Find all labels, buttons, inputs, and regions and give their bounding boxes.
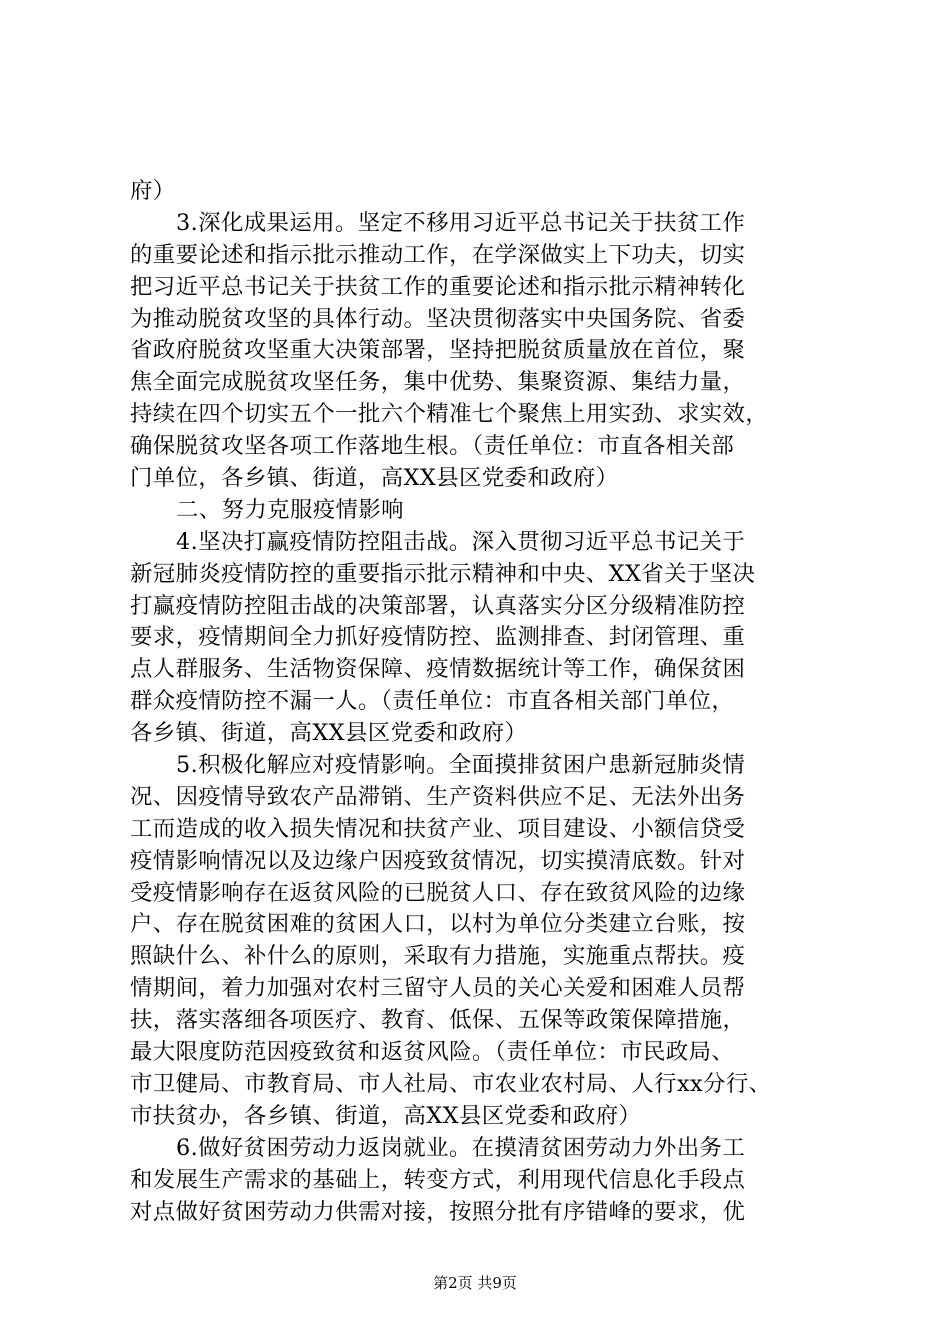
paragraph-heading-4: 4.坚决打赢疫情防控阻击战。深入贯彻习近平总书记关于 [176, 528, 746, 555]
text-line: 疫情影响情况以及边缘户因疫致贫情况，切实摸清底数。针对 [130, 847, 746, 874]
text-line: 门单位，各乡镇、街道，高XX县区党委和政府） [130, 465, 619, 492]
paragraph-heading-5: 5.积极化解应对疫情影响。全面摸排贫困户患新冠肺炎情 [176, 752, 746, 779]
document-body [130, 176, 830, 1228]
text-line: 打赢疫情防控阻击战的决策部署，认真落实分区分级精准防控 [130, 592, 746, 619]
text-line: 各乡镇、街道，高XX县区党委和政府） [130, 720, 528, 747]
text-line: 焦全面完成脱贫攻坚任务，集中优势、集聚资源、集结力量， [130, 369, 746, 396]
text-line: 扶，落实落细各项医疗、教育、低保、五保等政策保障措施， [130, 1007, 746, 1034]
text-line: 市扶贫办，各乡镇、街道，高XX县区党委和政府） [130, 1102, 642, 1129]
text-line: 照缺什么、补什么的原则，采取有力措施，实施重点帮扶。疫 [130, 943, 746, 970]
page-number-footer: 第2页 共9页 [433, 1274, 517, 1292]
text-line: 况、因疫情导致农产品滞销、生产资料供应不足、无法外出务 [130, 783, 746, 810]
text-line: 府） [130, 178, 176, 204]
text-line: 新冠肺炎疫情防控的重要指示批示精神和中央、XX省关于坚决 [130, 560, 756, 587]
text-line: 市卫健局、市教育局、市人社局、市农业农村局、人行xx分行、 [130, 1070, 772, 1097]
text-line: 最大限度防范因疫致贫和返贫风险。（责任单位：市民政局、 [130, 1039, 735, 1066]
text-line: 和发展生产需求的基础上，转变方式，利用现代信息化手段点 [130, 1166, 746, 1193]
text-line: 的重要论述和指示批示推动工作，在学深做实上下功夫，切实 [130, 241, 746, 268]
text-line: 省政府脱贫攻坚重大决策部署，坚持把脱贫质量放在首位，聚 [130, 337, 746, 364]
text-line: 户、存在脱贫困难的贫困人口，以村为单位分类建立台账，按 [130, 911, 746, 938]
text-line: 持续在四个切实五个一批六个精准七个聚焦上用实劲、求实效， [130, 401, 769, 428]
text-line: 为推动脱贫攻坚的具体行动。坚决贯彻落实中央国务院、省委 [130, 305, 746, 332]
text-line: 受疫情影响存在返贫风险的已脱贫人口、存在致贫风险的边缘 [130, 879, 746, 906]
text-line: 群众疫情防控不漏一人。（责任单位：市直各相关部门单位， [130, 688, 735, 715]
text-line: 点人群服务、生活物资保障、疫情数据统计等工作，确保贫困 [130, 656, 746, 683]
text-line: 对点做好贫困劳动力供需对接，按照分批有序错峰的要求，优 [130, 1198, 746, 1225]
text-line: 情期间，着力加强对农村三留守人员的关心关爱和困难人员帮 [130, 975, 746, 1002]
section-heading-2: 二、努力克服疫情影响 [176, 496, 404, 523]
text-line: 工而造成的收入损失情况和扶贫产业、项目建设、小额信贷受 [130, 815, 746, 842]
text-line: 要求，疫情期间全力抓好疫情防控、监测排查、封闭管理、重 [130, 624, 746, 651]
text-line: 把习近平总书记关于扶贫工作的重要论述和指示批示精神转化 [130, 273, 746, 300]
paragraph-heading-6: 6.做好贫困劳动力返岗就业。在摸清贫困劳动力外出务工 [176, 1134, 746, 1161]
text-line: 确保脱贫攻坚各项工作落地生根。（责任单位：市直各相关部 [130, 433, 735, 460]
paragraph-heading-3: 3.深化成果运用。坚定不移用习近平总书记关于扶贫工作 [176, 209, 746, 236]
